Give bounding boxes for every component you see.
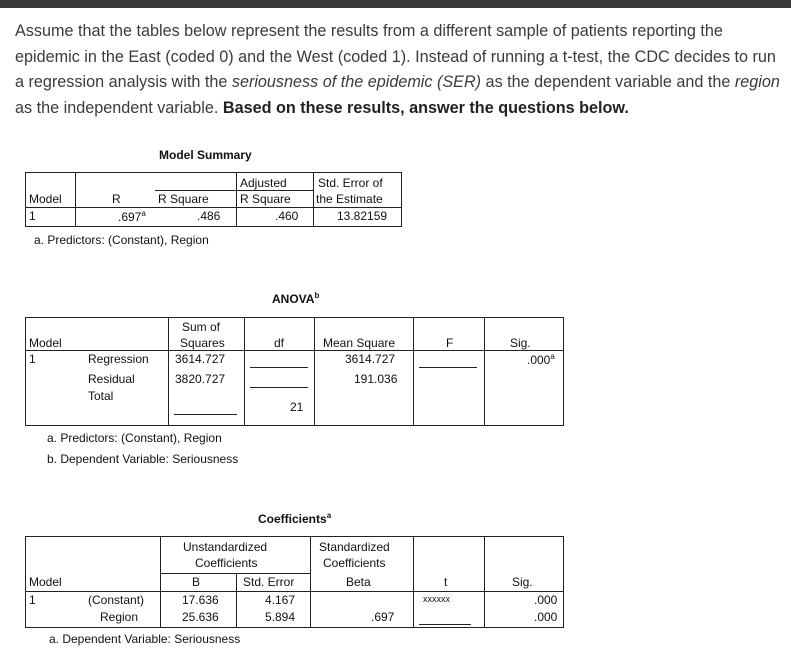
- anova-row-label: Total: [88, 389, 114, 403]
- coef-header-b: B: [192, 575, 201, 589]
- anova-header-ms: Mean Square: [323, 336, 396, 350]
- ms-header-r: R: [112, 192, 121, 206]
- anova-cell-ss: 3820.727: [175, 372, 226, 386]
- coef-header-std1: Standardized: [319, 540, 390, 554]
- ms-row-rsquare: .486: [197, 209, 221, 223]
- ms-row-adj: .460: [275, 209, 299, 223]
- ms-header-rsquare: R Square: [158, 192, 209, 206]
- coef-row-label: (Constant): [88, 593, 145, 607]
- anova-model-num: 1: [29, 352, 36, 366]
- coef-cell-b: 25.636: [182, 610, 219, 624]
- anova-cell-df: 21: [290, 400, 304, 414]
- anova-header-df: df: [274, 336, 285, 350]
- answer-blank: [419, 367, 477, 368]
- anova-footnote-a: a. Predictors: (Constant), Region: [47, 431, 222, 445]
- coef-header-se: Std. Error: [243, 575, 295, 589]
- coef-row-label: Region: [100, 610, 139, 624]
- answer-blank: [174, 414, 237, 415]
- coef-cell-b: 17.636: [182, 593, 219, 607]
- coef-header-unstd1: Unstandardized: [183, 540, 268, 554]
- intro-paragraph: Assume that the tables below represent the results from a different sample of patients reporting the epidemic in the East (coded 0) and the West (coded 1). Instead of running a t-test, the CDC decides to run a regression analysis with the seriousness of the epidemic (SER) as the dependent variable and the region as the independent variable. Based on these results, answer the questions below.: [15, 22, 780, 117]
- coef-cell-beta: .697: [371, 610, 395, 624]
- anova-title: ANOVA$^b$: [272, 291, 320, 306]
- anova-header-f: F: [446, 336, 454, 350]
- anova-header-ss2: Squares: [180, 336, 225, 350]
- ms-row-r: .697$^a$: [118, 209, 146, 224]
- model-summary-title: Model Summary: [159, 148, 252, 162]
- anova-cell-sig: .000$^a$: [527, 352, 555, 367]
- answer-blank: [419, 624, 471, 625]
- coef-footnote: a. Dependent Variable: Seriousness: [49, 632, 241, 646]
- ms-footnote: a. Predictors: (Constant), Region: [34, 233, 209, 247]
- ms-header-adj2: R Square: [240, 192, 291, 206]
- anova-header-ss1: Sum of: [182, 320, 221, 334]
- anova-header-sig: Sig.: [510, 336, 531, 350]
- answer-blank: [250, 387, 308, 388]
- coef-header-std2: Coefficients: [323, 556, 386, 570]
- coef-header-sig: Sig.: [512, 575, 533, 589]
- coef-cell-t: xxxxxx: [423, 594, 450, 604]
- ms-header-se2: the Estimate: [316, 192, 383, 206]
- coef-header-beta: Beta: [346, 575, 371, 589]
- ms-row-se: 13.82159: [337, 209, 388, 223]
- anova-row-label: Residual: [88, 372, 135, 386]
- top-bar: [0, 0, 791, 8]
- coef-cell-se: 4.167: [265, 593, 296, 607]
- coef-model-num: 1: [29, 593, 36, 607]
- coef-cell-sig: .000: [534, 610, 558, 624]
- anova-cell-ss: 3614.727: [175, 352, 226, 366]
- coef-header-model: Model: [29, 575, 62, 589]
- ms-header-se1: Std. Error of: [318, 176, 383, 190]
- ms-header-adj1: Adjusted: [240, 176, 287, 190]
- anova-cell-ms: 191.036: [354, 372, 398, 386]
- coef-header-t: t: [444, 575, 448, 589]
- anova-row-label: Regression: [88, 352, 149, 366]
- ms-row-model: 1: [29, 209, 36, 223]
- coef-cell-se: 5.894: [265, 610, 296, 624]
- anova-header-model: Model: [29, 336, 62, 350]
- coef-header-unstd2: Coefficients: [195, 556, 258, 570]
- anova-cell-ms: 3614.727: [345, 352, 396, 366]
- coef-cell-sig: .000: [534, 593, 558, 607]
- anova-footnote-b: b. Dependent Variable: Seriousness: [47, 452, 239, 466]
- coefficients-title: Coefficients$^a$: [258, 511, 332, 526]
- answer-blank: [250, 367, 308, 368]
- ms-header-model: Model: [29, 192, 62, 206]
